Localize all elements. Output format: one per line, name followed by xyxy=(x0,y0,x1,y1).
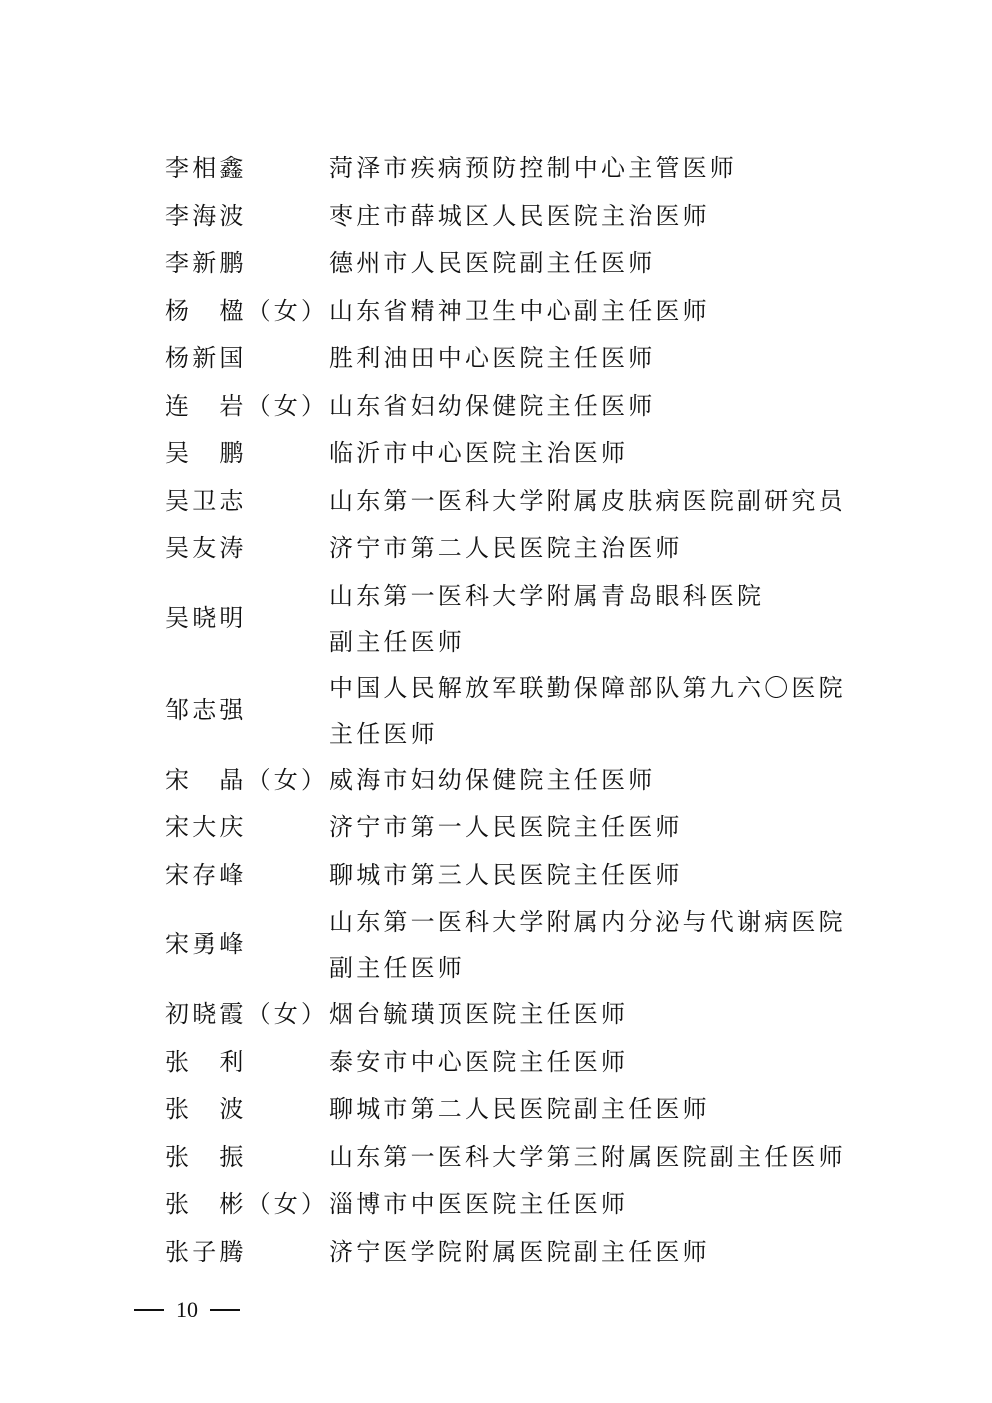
list-item xyxy=(165,430,885,478)
affiliation-line: 济宁医学院附属医院副主任医师 xyxy=(329,1237,710,1266)
affiliation-line: 临沂市中心医院主治医师 xyxy=(329,439,629,467)
affiliation-title xyxy=(329,240,885,288)
affiliation-line: 山东省精神卫生中心副主任医师 xyxy=(329,296,710,325)
affiliation-title xyxy=(329,1134,885,1182)
list-item xyxy=(165,899,885,991)
affiliation-line: 菏泽市疾病预防控制中心主管医师 xyxy=(329,154,737,182)
person-name: 李新鹏 xyxy=(165,249,247,277)
affiliation-line: 济宁市第一人民医院主任医师 xyxy=(329,813,683,841)
list-item xyxy=(165,1039,885,1087)
person-name: 初晓霞（女） xyxy=(165,1000,329,1028)
affiliation-title xyxy=(329,193,885,241)
affiliation-line: 济宁市第二人民医院主治医师 xyxy=(329,534,683,562)
affiliation-title xyxy=(329,852,885,900)
person-name: 张 彬（女） xyxy=(165,1190,329,1218)
affiliation-title xyxy=(329,991,885,1039)
affiliation-line: 中国人民解放军联勤保障部队第九六〇医院 xyxy=(329,673,846,702)
list-item xyxy=(165,1134,885,1182)
affiliation-title xyxy=(329,525,885,573)
affiliation-line: 淄博市中医医院主任医师 xyxy=(329,1190,629,1218)
list-item xyxy=(165,1229,885,1277)
affiliation-title xyxy=(329,899,885,991)
affiliation-title xyxy=(329,573,885,665)
affiliation-title xyxy=(329,430,885,478)
person-name: 张 振 xyxy=(165,1142,247,1171)
affiliation-title xyxy=(329,383,885,431)
affiliation-title xyxy=(329,757,885,805)
list-item xyxy=(165,573,885,665)
list-item xyxy=(165,852,885,900)
list-item xyxy=(165,383,885,431)
page-footer xyxy=(134,1297,240,1323)
affiliation-line: 山东省妇幼保健院主任医师 xyxy=(329,391,656,420)
affiliation-line: 胜利油田中心医院主任医师 xyxy=(329,344,656,372)
affiliation-line: 副主任医师 xyxy=(329,954,465,982)
person-name: 宋 晶（女） xyxy=(165,765,329,794)
footer-dash-left xyxy=(134,1309,164,1311)
list-item xyxy=(165,288,885,336)
person-name: 杨 楹（女） xyxy=(165,296,329,325)
list-item xyxy=(165,525,885,573)
affiliation-title xyxy=(329,1086,885,1134)
person-name: 吴晓明 xyxy=(165,603,247,632)
person-name: 张子腾 xyxy=(165,1237,247,1266)
affiliation-title xyxy=(329,145,885,193)
list-item xyxy=(165,145,885,193)
footer-dash-right xyxy=(210,1309,240,1311)
person-name: 李相鑫 xyxy=(165,154,247,182)
list-item xyxy=(165,757,885,805)
affiliation-line: 山东第一医科大学第三附属医院副主任医师 xyxy=(329,1142,846,1171)
affiliation-title xyxy=(329,804,885,852)
list-item xyxy=(165,193,885,241)
list-item xyxy=(165,665,885,757)
person-name: 宋存峰 xyxy=(165,860,247,889)
person-name: 张 利 xyxy=(165,1047,247,1076)
person-name: 吴友涛 xyxy=(165,534,247,562)
affiliation-line: 副主任医师 xyxy=(329,627,465,656)
list-item xyxy=(165,335,885,383)
person-name: 吴 鹏 xyxy=(165,439,247,467)
person-name: 宋勇峰 xyxy=(165,930,247,959)
page-number: 10 xyxy=(176,1297,198,1322)
affiliation-title xyxy=(329,665,885,757)
affiliation-title xyxy=(329,1229,885,1277)
affiliation-title xyxy=(329,288,885,336)
personnel-list xyxy=(165,145,885,1276)
affiliation-line: 山东第一医科大学附属内分泌与代谢病医院 xyxy=(329,908,846,936)
person-name: 吴卫志 xyxy=(165,486,247,515)
list-item xyxy=(165,804,885,852)
list-item xyxy=(165,1181,885,1229)
person-name: 邹志强 xyxy=(165,695,247,724)
affiliation-line: 德州市人民医院副主任医师 xyxy=(329,249,656,277)
person-name: 杨新国 xyxy=(165,344,247,372)
person-name: 宋大庆 xyxy=(165,813,247,841)
affiliation-line: 山东第一医科大学附属青岛眼科医院 xyxy=(329,581,765,610)
affiliation-line: 聊城市第二人民医院副主任医师 xyxy=(329,1095,710,1123)
affiliation-line: 烟台毓璜顶医院主任医师 xyxy=(329,1000,629,1028)
affiliation-line: 泰安市中心医院主任医师 xyxy=(329,1047,629,1076)
list-item xyxy=(165,240,885,288)
affiliation-line: 山东第一医科大学附属皮肤病医院副研究员 xyxy=(329,486,846,515)
affiliation-title xyxy=(329,335,885,383)
affiliation-title xyxy=(329,1181,885,1229)
affiliation-title xyxy=(329,478,885,526)
affiliation-line: 枣庄市薛城区人民医院主治医师 xyxy=(329,201,710,230)
affiliation-line: 聊城市第三人民医院主任医师 xyxy=(329,860,683,889)
person-name: 连 岩（女） xyxy=(165,391,329,420)
list-item xyxy=(165,1086,885,1134)
affiliation-line: 主任医师 xyxy=(329,719,438,748)
affiliation-line: 威海市妇幼保健院主任医师 xyxy=(329,765,656,794)
person-name: 李海波 xyxy=(165,201,247,230)
list-item xyxy=(165,478,885,526)
list-item xyxy=(165,991,885,1039)
affiliation-title xyxy=(329,1039,885,1087)
person-name: 张 波 xyxy=(165,1095,247,1123)
